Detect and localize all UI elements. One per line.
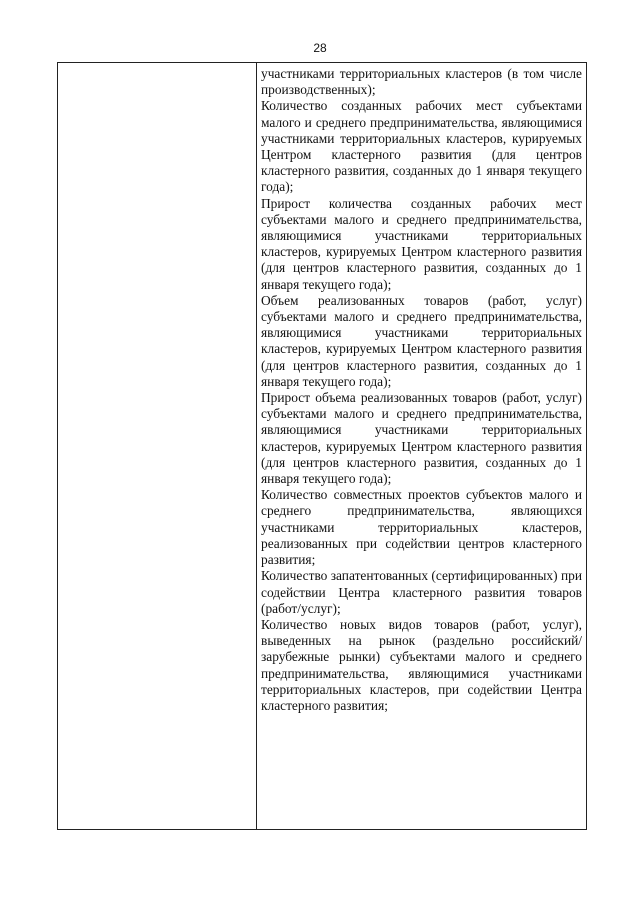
indicator-paragraph: Прирост количества созданных рабочих мест субъектами малого и среднего предпринимательства, являющимися участниками территориальных кластеров, курируемых Центром кластерного развития (для центров кластерного развития, созданных до 1 января текущего года); — [261, 195, 582, 292]
table-left-cell — [58, 63, 257, 829]
page-number: 28 — [313, 41, 327, 55]
indicator-paragraph: Количество новых видов товаров (работ, услуг), выведенных на рынок (раздельно российский/зарубежные рынки) субъектами малого и среднего предпринимательства, являющимися участниками территориальных кластеров, при содействии Центра кластерного развития; — [261, 616, 582, 713]
indicator-paragraph: Количество совместных проектов субъектов малого и среднего предпринимательства, являющихся участниками территориальных кластеров, реализованных при содействии центров кластерного развития; — [261, 487, 582, 568]
indicator-paragraph: Прирост объема реализованных товаров (работ, услуг) субъектами малого и среднего предпринимательства, являющимися участниками территориальных кластеров, курируемых Центром кластерного развития (для центров кластерного развития, созданных до 1 января текущего года); — [261, 390, 582, 487]
indicator-table — [57, 62, 587, 830]
table-right-cell — [257, 63, 586, 829]
indicator-paragraph: Объем реализованных товаров (работ, услуг) субъектами малого и среднего предпринимательства, являющимися участниками территориальных кластеров, курируемых Центром кластерного развития (для центров кластерного развития, созданных до 1 января текущего года); — [261, 292, 582, 389]
indicator-paragraph: Количество запатентованных (сертифицированных) при содействии Центра кластерного развития товаров (работ/услуг); — [261, 568, 582, 616]
indicator-paragraph: Количество созданных рабочих мест субъектами малого и среднего предпринимательства, являющимися участниками территориальных кластеров, курируемых Центром кластерного развития (для центров кластерного развития, созданных до 1 января текущего года); — [261, 98, 582, 195]
indicator-paragraph: участниками территориальных кластеров (в том числе производственных); — [261, 66, 582, 98]
